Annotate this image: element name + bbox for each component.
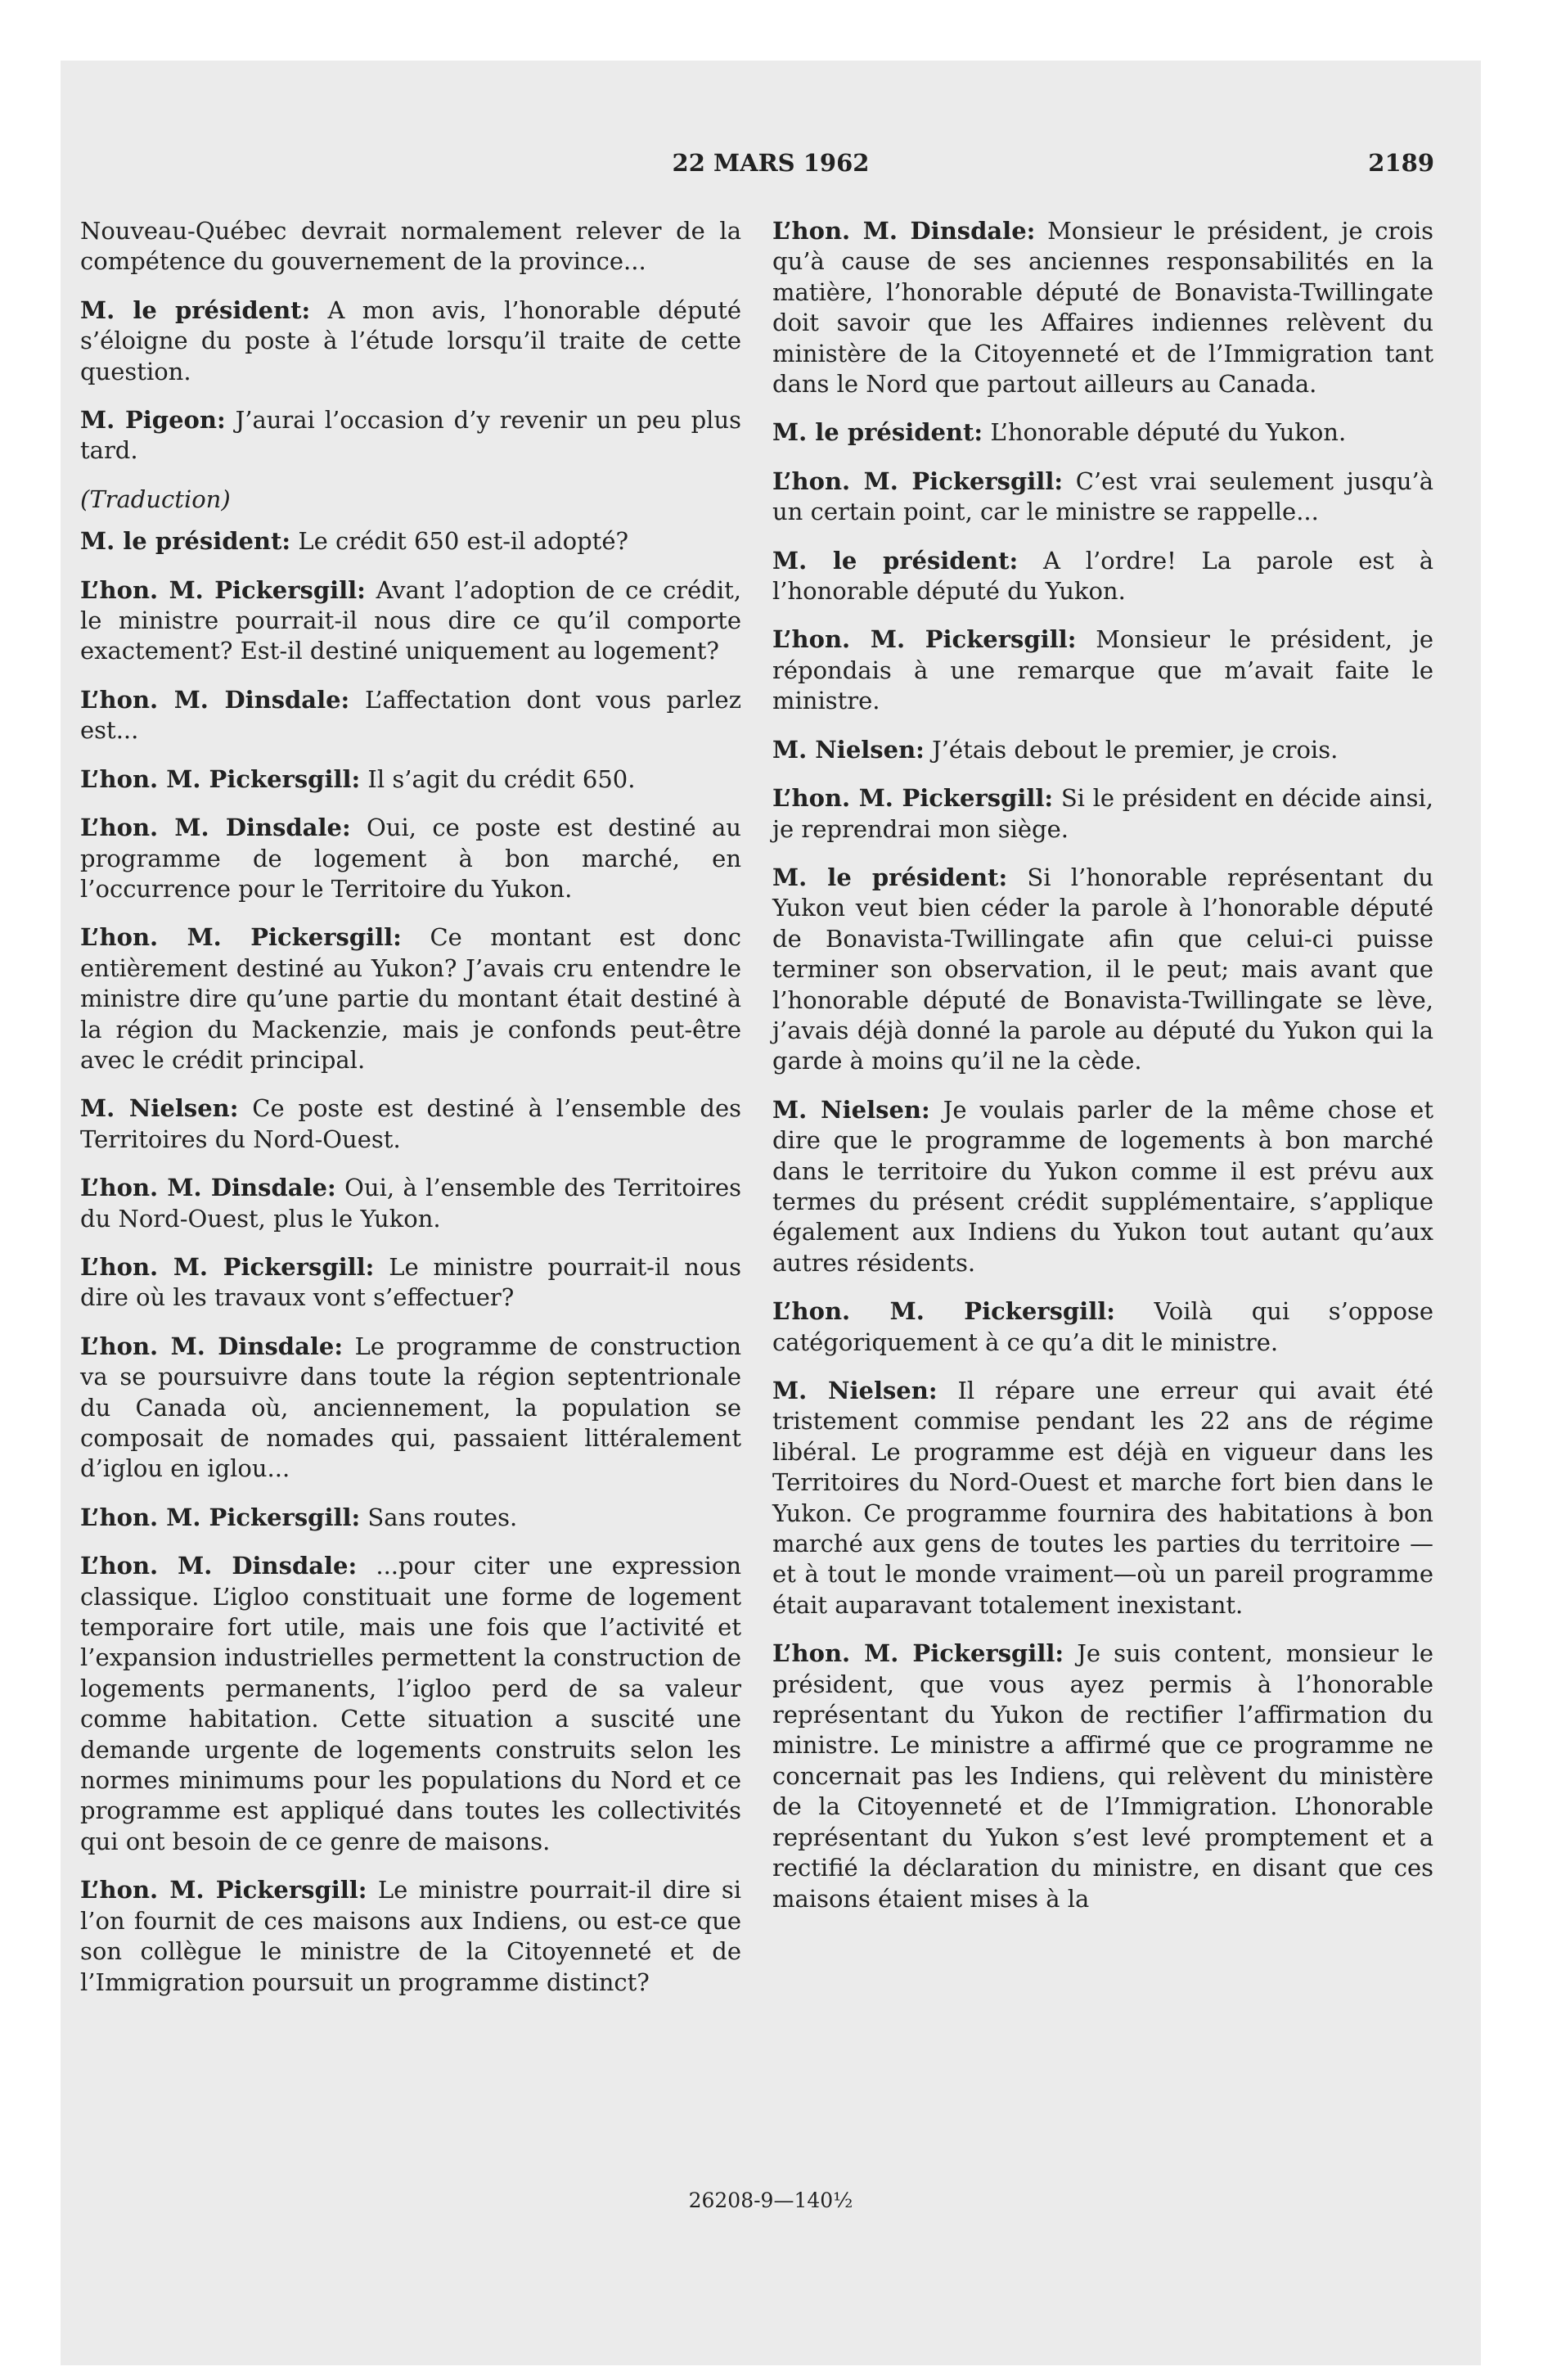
paragraph (772, 1296, 1433, 1358)
paragraph-text: L’affectation dont vous parlez est... (80, 685, 741, 745)
page-header (61, 149, 1481, 190)
paragraph (772, 417, 1433, 448)
paragraph-text: Il s’agit du crédit 650. (367, 764, 636, 793)
paragraph-text: Le ministre pourrait-il dire si l’on fournit de ces maisons aux Indiens, ou est-ce que son collègue le ministre de la Citoyenneté et de l’Immigration poursuit un programme distinct? (80, 1876, 741, 1996)
paragraph (772, 467, 1433, 528)
paragraph-text: L’honorable député du Yukon. (990, 418, 1347, 447)
paragraph-text: Ce poste est destiné à l’ensemble des Territoires du Nord-Ouest. (80, 1094, 742, 1153)
speaker-name: L’hon. M. Pickersgill: (772, 467, 1064, 495)
paragraph-text: Ce montant est donc entièrement destiné au Yukon? J’avais cru entendre le ministre dire qu’une partie du montant était destiné à la région du Mackenzie, mais je confonds peut-être avec le crédit principal. (80, 923, 742, 1074)
paragraph (772, 546, 1433, 607)
speaker-name: L’hon. M. Pickersgill: (772, 1297, 1115, 1326)
paragraph-text: Il répare une erreur qui avait été tristement commise pendant les 22 ans de régime libéral. Le programme est déjà en vigueur dans les Territoires du Nord-Ouest et marche fort bien dans le Yukon. Ce programme fournira des habitations à bon marché aux gens de toutes les parties du territoire —et à tout le monde vraiment—où un pareil programme était auparavant totalement inexistant. (772, 1377, 1434, 1619)
paragraph-text: J’étais debout le premier, je crois. (932, 735, 1339, 764)
paragraph-text: Le crédit 650 est-il adopté? (298, 527, 629, 556)
paragraph-text: C’est vrai seulement jusqu’à un certain point, car le ministre se rappelle... (772, 467, 1433, 526)
speaker-name: M. le président: (80, 527, 291, 556)
speaker-name: M. Nielsen: (772, 1377, 938, 1404)
paragraph (772, 783, 1433, 845)
paragraph (80, 1252, 741, 1314)
paragraph (80, 764, 741, 795)
speaker-name: M. le président: (772, 546, 1019, 575)
paragraph-text: Le ministre pourrait-il nous dire où les travaux vont s’effectuer? (80, 1252, 741, 1312)
paragraph (80, 685, 741, 746)
paragraph-text: Voilà qui s’oppose catégoriquement à ce qu’a dit le ministre. (772, 1297, 1433, 1356)
paragraph-text: ...pour citer une expression classique. L’igloo constituait une forme de logement temporaire fort utile, mais une fois que l’activité et l’expansion industrielles permettent la construction de logements permanents, l’igloo perd de sa valeur comme habitation. Cette situation a suscité une demande urgente de logements construits selon les normes minimums pour les populations du Nord et ce programme est appliqué dans toutes les collectivités qui ont besoin de ce genre de maisons. (80, 1552, 742, 1855)
speaker-name: L’hon. M. Pickersgill: (772, 625, 1077, 654)
paragraph-text: J’aurai l’occasion d’y revenir un peu plus tard. (80, 406, 742, 465)
speaker-name: L’hon. M. Dinsdale: (80, 1332, 344, 1360)
paragraph-text: Monsieur le président, je crois qu’à cause de ses anciennes responsabilités en la matière, l’honorable député de Bonavista-Twillingate doit savoir que les Affaires indiennes relèvent du ministère de la Citoyenneté et de l’Immigration tant dans le Nord que partout ailleurs au Canada. (772, 217, 1433, 399)
speaker-name: L’hon. M. Dinsdale: (80, 814, 351, 842)
paragraph (772, 735, 1433, 765)
paragraph-text: A l’ordre! La parole est à l’honorable député du Yukon. (772, 546, 1434, 606)
paragraph-text: Oui, ce poste est destiné au programme de logement à bon marché, en l’occurrence pour le Territoire du Yukon. (80, 814, 741, 903)
header-date: 22 MARS 1962 (672, 149, 870, 177)
paragraph (772, 216, 1433, 399)
speaker-name: M. Nielsen: (80, 1094, 239, 1123)
speaker-name: L’hon. M. Dinsdale: (80, 1174, 336, 1202)
speaker-name: L’hon. M. Pickersgill: (80, 1252, 375, 1281)
speaker-name: L’hon. M. Pickersgill: (80, 1503, 361, 1531)
paragraph-text: Je voulais parler de la même chose et dire que le programme de logements à bon marché dans le territoire du Yukon comme il est prévu aux termes du présent crédit supplémentaire, s’applique également aux Indiens du Yukon tout autant qu’aux autres résidents. (772, 1095, 1433, 1277)
paragraph (772, 624, 1433, 716)
speaker-name: L’hon. M. Pickersgill: (80, 923, 402, 952)
paragraph-text: Oui, à l’ensemble des Territoires du Nord-Ouest, plus le Yukon. (80, 1174, 741, 1233)
speaker-name: L’hon. M. Dinsdale: (772, 217, 1036, 245)
paragraph-text: Si le président en décide ainsi, je reprendrai mon siège. (772, 784, 1434, 843)
right-column (772, 216, 1433, 1932)
paragraph (80, 813, 741, 904)
paragraph (80, 1173, 741, 1234)
paragraph-text: Le programme de construction va se poursuivre dans toute la région septentrionale du Canada où, anciennement, la population se composait de nomades qui, passaient littéralement d’iglou en iglou... (80, 1332, 741, 1483)
paragraph (80, 1503, 741, 1533)
speaker-name: M. le président: (772, 418, 983, 447)
paragraph-text: (Traduction) (80, 485, 231, 513)
printer-signature: 26208-9—140½ (688, 2188, 853, 2212)
paragraph (80, 575, 741, 667)
speaker-name: M. le président: (80, 295, 311, 324)
paragraph-text: A mon avis, l’honorable député s’éloigne du poste à l’étude lorsqu’il traite de cette question. (80, 295, 742, 385)
speaker-name: L’hon. M. Pickersgill: (80, 764, 361, 793)
paragraph (772, 1639, 1433, 1914)
paragraph-text: Monsieur le président, je répondais à une remarque que m’avait faite le ministre. (772, 625, 1433, 715)
paragraph (80, 295, 741, 387)
paragraph (80, 1093, 741, 1155)
speaker-name: L’hon. M. Pickersgill: (80, 1876, 367, 1904)
paragraph-text: Sans routes. (367, 1503, 518, 1531)
speaker-name: L’hon. M. Pickersgill: (80, 575, 366, 604)
paragraph (80, 1875, 741, 1998)
speaker-name: M. le président: (772, 863, 1008, 891)
paragraph (80, 485, 741, 515)
paragraph (80, 1332, 741, 1485)
left-column (80, 216, 741, 2016)
speaker-name: L’hon. M. Pickersgill: (772, 1639, 1064, 1668)
paragraph-text: Si l’honorable représentant du Yukon veut bien céder la parole à l’honorable député de Bonavista-Twillingate afin que celui-ci puisse terminer son observation, il le peut; mais avant que l’honorable député de Bonavista-Twillingate se lève, j’avais déjà donné la parole au député du Yukon qui la garde à moins qu’il ne la cède. (772, 863, 1433, 1075)
paragraph (772, 863, 1433, 1077)
paragraph (80, 922, 741, 1075)
speaker-name: L’hon. M. Dinsdale: (80, 1552, 358, 1580)
paragraph (772, 1095, 1433, 1278)
paragraph (772, 1376, 1433, 1620)
speaker-name: L’hon. M. Dinsdale: (80, 685, 350, 714)
paragraph (80, 526, 741, 557)
paragraph (80, 1551, 741, 1857)
speaker-name: M. Pigeon: (80, 406, 226, 435)
page-number: 2189 (1368, 149, 1434, 177)
paragraph-text: Avant l’adoption de ce crédit, le ministre pourrait-il nous dire ce qu’il comporte exactement? Est-il destiné uniquement au logement? (80, 575, 742, 665)
paragraph (80, 216, 741, 277)
speaker-name: M. Nielsen: (772, 1095, 930, 1124)
speaker-name: M. Nielsen: (772, 735, 925, 764)
paragraph (80, 405, 741, 467)
document-page (61, 61, 1481, 2365)
speaker-name: L’hon. M. Pickersgill: (772, 784, 1054, 813)
paragraph-text: Je suis content, monsieur le président, que vous ayez permis à l’honorable représentant du Yukon de rectifier l’affirmation du ministre. Le ministre a affirmé que ce programme ne concernait pas les Indiens, qui relèvent du ministère de la Citoyenneté et de l’Immigration. L’honorable représentant du Yukon s’est levé promptement et a rectifié la déclaration du ministre, en disant que ces maisons étaient mises à la (772, 1639, 1433, 1913)
paragraph-text: Nouveau-Québec devrait normalement relever de la compétence du gouvernement de la province... (80, 217, 741, 276)
